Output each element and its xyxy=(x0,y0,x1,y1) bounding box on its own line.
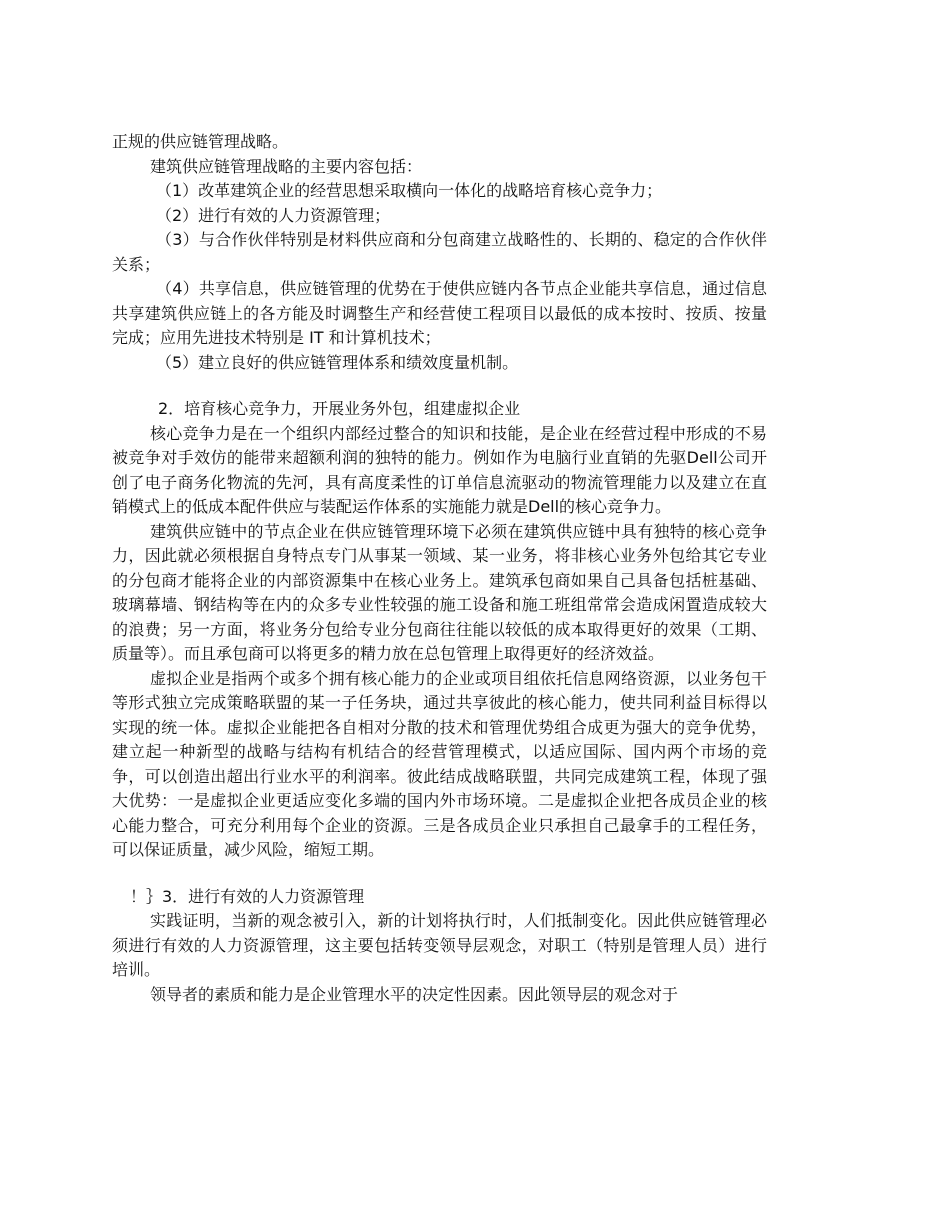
list-item-2: （2）进行有效的人力资源管理； xyxy=(156,205,391,225)
list-item-4: （4）共享信息，供应链管理的优势在于使供应链内各节点企业能共享信息，通过信息共享建筑供应链上的各方能及时调整生产和经营使工程项目以最低的成本按时、按质、按量完成；应用先进技术特别是 IT 和计算机技术； xyxy=(112,279,767,347)
list-item-1: （1）改革建筑企业的经营思想采取横向一体化的战略培育核心竞争力； xyxy=(156,181,663,200)
paragraph-virtual-enterprise: 虚拟企业是指两个或多个拥有核心能力的企业或项目组依托信息网络资源，以业务包干等形式独立完成策略联盟的某一子任务块，通过共享彼此的核心能力，使共同利益目标得以实现的统一体。虚拟企业能把各自相对分散的技术和管理优势组合成更为强大的竞争优势，建立起一种新型的战略与结构有机结合的经营管理模式，以适应国际、国内两个市场的竞争，可以创造出超出行业水平的利润率。彼此结成战略联盟，共同完成建筑工程，体现了强大优势：一是虚拟企业更适应变化多端的国内外市场环境。二是虚拟企业把各成员企业的核心能力整合，可充分利用每个企业的资源。三是各成员企业只承担自己最拿手的工程任务，可以保证质量，减少风险，缩短工期。 xyxy=(112,668,767,859)
section-heading-3: ！｝3．进行有效的人力资源管理 xyxy=(130,886,365,906)
paragraph-hr-management: 实践证明，当新的观念被引入，新的计划将执行时，人们抵制变化。因此供应链管理必须进行有效的人力资源管理，这主要包括转变领导层观念，对职工（特别是管理人员）进行培训。 xyxy=(112,911,767,979)
section-heading-2: 2．培育核心竞争力，开展业务外包，组建虚拟企业 xyxy=(158,399,521,418)
paragraph-strategy-intro: 建筑供应链管理战略的主要内容包括： xyxy=(150,156,423,176)
paragraph-strategy-end: 正规的供应链管理战略。 xyxy=(112,132,289,151)
paragraph-leadership: 领导者的素质和能力是企业管理水平的决定性因素。因此领导层的观念对于 xyxy=(150,984,679,1004)
section-gap xyxy=(112,375,767,397)
list-item-3: （3）与合作伙伴特别是材料供应商和分包商建立战略性的、长期的、稳定的合作伙伴关系； xyxy=(112,230,767,274)
paragraph-outsourcing: 建筑供应链中的节点企业在供应链管理环境下必须在建筑供应链中具有独特的核心竞争力，因此就必须根据自身特点专门从事某一领域、某一业务，将非核心业务外包给其它专业的分包商才能将企业的内部资源集中在核心业务上。建筑承包商如果自己具备包括桩基础、玻璃幕墙、钢结构等在内的众多专业性较强的施工设备和施工班组常常会造成闲置造成较大的浪费；另一方面，将业务分包给专业分包商往往能以较低的成本取得更好的效果（工期、质量等）。而且承包商可以将更多的精力放在总包管理上取得更好的经济效益。 xyxy=(112,521,767,663)
section-gap xyxy=(112,863,767,885)
document-body xyxy=(112,130,767,1007)
list-item-5: （5）建立良好的供应链管理体系和绩效度量机制。 xyxy=(156,352,519,372)
paragraph-core-competence: 核心竞争力是在一个组织内部经过整合的知识和技能，是企业在经营过程中形成的不易被竞争对手效仿的能带来超额利润的独特的能力。例如作为电脑行业直销的先驱Dell公司开创了电子商务化物流的先河，具有高度柔性的订单信息流驱动的物流管理能力以及建立在直销模式上的低成本配件供应与装配运作体系的实施能力就是Dell的核心竞争力。 xyxy=(112,423,767,516)
